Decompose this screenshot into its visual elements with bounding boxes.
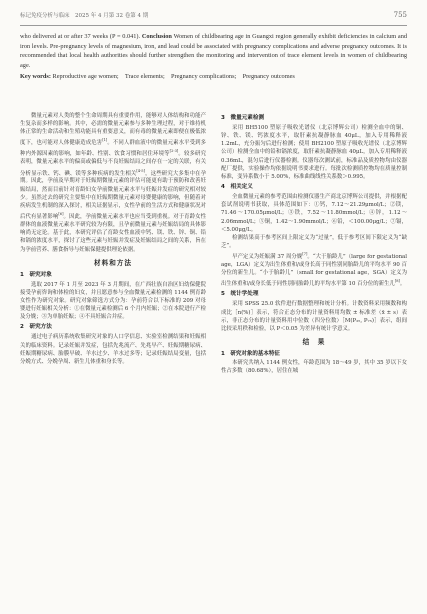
- running-head: [20, 11, 407, 19]
- citation: [6]: [58, 212, 64, 217]
- english-abstract: [20, 32, 407, 82]
- header-rule: [20, 25, 407, 26]
- abstract-results-tail: who delivered at or after 37 weeks (P = 0.041).: [20, 33, 142, 40]
- subheading-statistics: 5 统计学处理: [221, 291, 259, 298]
- subheading-subjects: 1 研究对象: [20, 271, 52, 278]
- left-column: [20, 112, 206, 366]
- methods-paragraph: 通过电子病历系统收集研究对象的人口学信息、实验室检测结果和妊娠相关的临床资料。记录妊娠并发症，包括先兆流产、先兆早产、妊娠期糖尿病、妊娠期糖尿病、胎膜早破、羊水过少、羊水过多等；记录妊娠结局变量，包括分娩方式、分娩孕周、新生儿体重和身长等。: [20, 334, 206, 365]
- baseline-paragraph: 本研究共纳入 1144 例女性，年龄范围为 18～49 岁，其中 35 岁以下女性占多数（80.68%），居住在城: [221, 360, 407, 375]
- keywords-label: Key words:: [20, 73, 51, 81]
- conclusion-label: Conclusion: [141, 33, 172, 40]
- subheading-methods: 2 研究方法: [20, 324, 52, 331]
- subheading-definitions: 4 相关定义: [221, 184, 253, 191]
- preterm-text: 早产定义为妊娠满 37 周分娩: [232, 253, 303, 260]
- citation: [2-3]: [169, 149, 179, 154]
- intro-paragraph: [20, 112, 206, 254]
- preterm-definition-paragraph: [221, 250, 407, 288]
- section-heading-methods: 材料和方法: [94, 258, 132, 267]
- keywords-text: Reproductive age women; Trace elements; Pregnancy complications; Pregnancy outcomes: [50, 73, 295, 81]
- detection-paragraph: 采用 BH5100 塑原子吸收光谱仪（北京博辉公司）检测全血中的铜、锌、铁、镁、钙浓度水平，取肝素抗凝静脉血 40μL，加入专用稀释液 1.2mL，充分振匀后进行检测；使用 BH2100 塑原子吸收光谱仪（北京博辉公司）检测全血中的铅和镉浓度，取肝素抗凝静脉血 40μL，加入专用稀释液 0.36mL，混匀后进行仪器检测。仪器每次测试前，标准品及质控物均由仪器配厂提供，实验操作均依据说明书要求进行。每批次检测质控物均在质量控制标准，变异系数小于 5.00%，标准曲线线性关系数＞0.995。: [221, 125, 407, 180]
- intro-text-c: 。较多研究表明，微量元素水平的偏高或偏低与不良妊娠结局之间存在一定的关联，有关分析显示铁、钙、碘、镁等多种疾病的发生相关: [20, 151, 206, 177]
- keywords: [20, 72, 407, 82]
- intro-text-a: 微量元素对人类的整个生命周期具有重要作用，能够对人体结构和功能产生复杂而多样的影响。其中，必需的微量元素参与多种生理过程，对于维持机体正常的生命活动和生殖功能具有重要意义，而有毒的微量元素即便在极低浓度下，也可能对人体健康造成危害: [20, 113, 206, 147]
- section-heading-results: 结 果: [302, 338, 326, 347]
- citation: [1]: [102, 138, 108, 143]
- citation: [8]: [394, 279, 400, 284]
- intro-text-b: 。不同人群血液中的微量元素水平受到多种内外源因素的影响，如年龄、性别、饮食习惯和居住环境等: [20, 140, 206, 158]
- statistics-paragraph: 采用 SPSS 25.0 软件进行数据整理和统计分析。计数资料采用频数和构成比［n(%)］表示，符合正态分布的计量资料用均数 ± 标准差（x̄ ± s）表示，非正态分布的计量资料用中位数（四分位数）［M(P₂₅, P₇₅)］表示，组间比较采用秩和检验，以 P＜0.05 为差异有统计学意义。: [221, 301, 407, 332]
- reference-range-paragraph: 全血微量元素的参考范围由检测仪器生产商北京博辉公司提供，并根据配套试剂说明书获取，具体范围如下：①钙，7.12～21.29μmol/L；②镁，71.46～170.05μmol/L；③铁，7.52～11.80mmol/L；④锌，1.12～2.06mmol/L；⑤铜，1.42～1.90mmol/L；⑥铅，＜100.00μg/L；⑦镉，＜5.00μg/L。: [221, 194, 407, 233]
- right-column: [221, 112, 407, 375]
- citation: [7]: [302, 252, 308, 257]
- intro-text-e: 。因此，孕前微量元素水平也应当受到重视。对于育龄女性群体的血液微量元素水平研究较为有限，且孕前微量元素与妊娠结局的具体影响尚无定论。基于此，本研究评估了育龄女性血液中钙、镁、铁、锌、铜、铅和镉的浓度水平，探讨了这些元素与妊娠并发症及妊娠结局之间的关系，旨在为孕前营养、膳食指导与妊娠保健提供理论依据。: [20, 213, 206, 253]
- conclusion-text: Women of childbearing age in Guangxi region generally exhibit deficiencies in calcium and iron levels. Pre-pregnancy levels of magnesium, iron, and lead could be associated with pregnancy complications and adverse pregnancy outcomes. It is recommended that local health authorities should further strengthen the monitoring and intervention of trace element levels in women of childbearing age.: [20, 33, 407, 69]
- lga-sga-text: 。“大于胎龄儿”（large for gestational age，LGA）定义为出生体重和/或身长高于同性别同胎龄儿的平均水平 90 百分位的新生儿。“小于胎龄儿”（small for gestational age，SGA）定义为出生体重和/或身长低于同性别同胎龄儿的平均水平第 10 百分位的新生儿: [221, 253, 407, 288]
- journal-info: 标记免疫分析与临床 2025 年 4 月第 32 卷第 4 期: [20, 13, 149, 19]
- subjects-paragraph: 选取 2017 年 1 月至 2023 年 3 月期间，在广西壮族自治区妇幼保健院接受孕前咨询和体检的妇女，并且愿意参与全血微量元素检测的 1144 例育龄女性作为研究对象。研究对象筛选方式分为：孕前符合以下标准的 209 对母婴进行妊娠相关分析：①在微量元素检测后 6 个月内妊娠；②在本院进行产检及分娩；③为单胎妊娠；④不具妊娠合并症。: [20, 281, 206, 321]
- subheading-trace-detection: 3 微量元素检测: [221, 115, 265, 121]
- period: 。: [399, 281, 406, 288]
- subheading-baseline: 1 研究对象的基本特征: [221, 351, 280, 358]
- excess-deficiency-paragraph: 检测结果高于参考区间上限定义为“过量”，低于参考区间下限定义为“缺乏”。: [221, 234, 407, 250]
- intro-text-d: ，这些研究大多集中在孕期。因此，孕前及早期对于妊娠期微量元素的评估可能更有助于预防和改善妊娠结局，然而目前针对育龄妇女孕前微量元素水平与妊娠并发症的研究相对较少。虽然过去的研究主要集中在妊娠期微量元素对母婴健康的影响，但随着对疾病发生机制的深入探讨，相关证据显示，女性孕前的生活方式和健康状况对后代有显著影响: [20, 170, 206, 220]
- citation: [4-5]: [136, 168, 145, 173]
- page-number: 755: [393, 11, 407, 19]
